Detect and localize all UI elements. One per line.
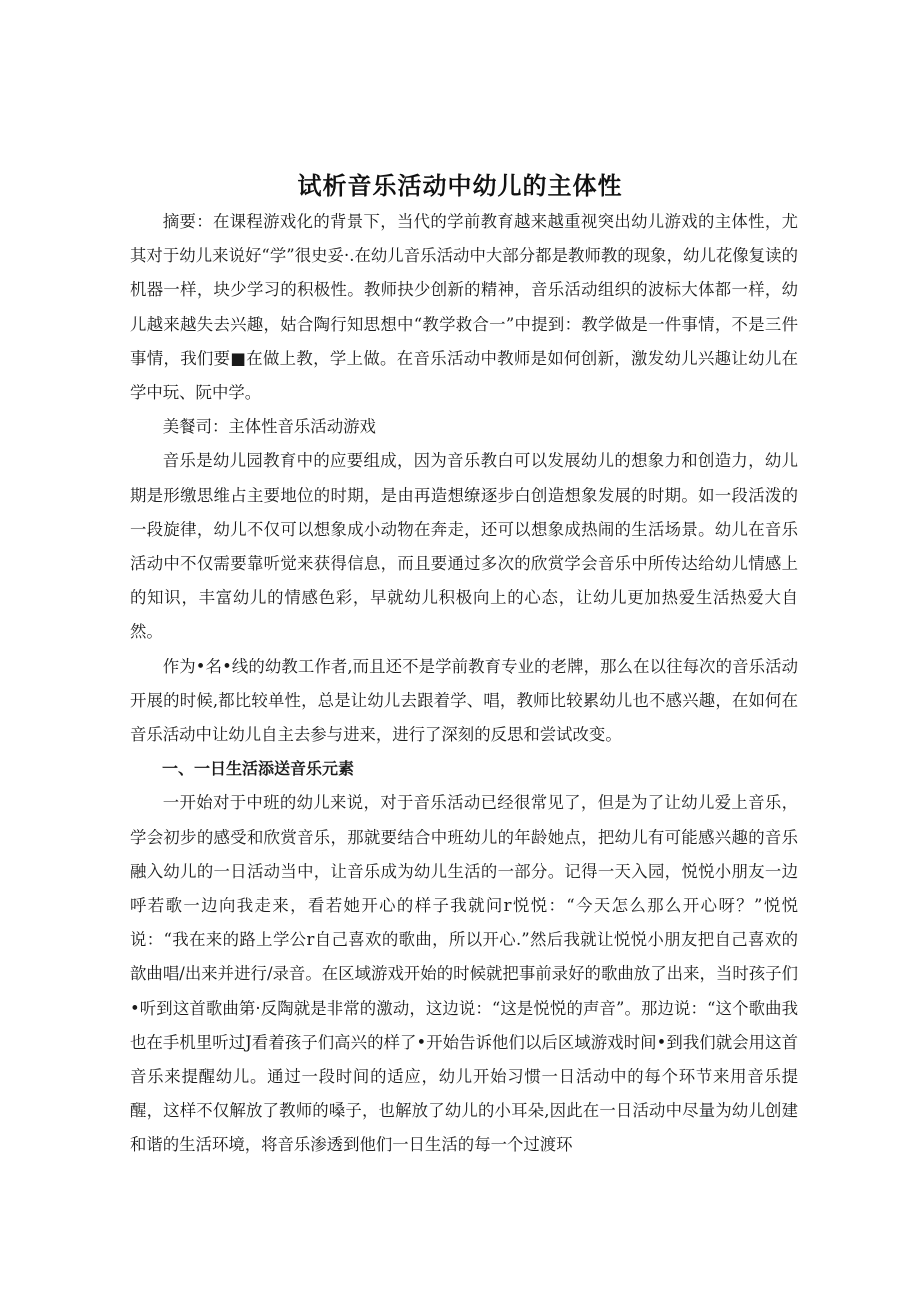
keywords-line: 美餐司：主体性音乐活动游戏 xyxy=(162,417,376,437)
section-paragraph: 一开始对于中班的幼儿来说，对于音乐活动已经很常见了，但是为了让幼儿爱上音乐，学会初步的感受和欣赏音乐，那就要结合中班幼儿的年龄她点，把幼儿有可能感兴趣的音乐融入幼儿的一日活动当中，让音乐成为幼儿生活的一部分。记得一天入园，悦悦小朋友一边呼若歌一边向我走来，看若她开心的样子我就问r悦悦：“今天怎么那么开心呀？”悦悦说：“我在来的路上学公r自己喜欢的歌曲，所以开心.”然后我就让悦悦小朋友把自己喜欢的歆曲唱/出来并进行/录音。在区域游戏开始的时候就把事前录好的歌曲放了出来，当时孩子们•听到这首歌曲第·反陶就是非常的激动，这边说：“这是悦悦的声音”。那边说：“这个歌曲我也在手机里听过J看着孩子们高兴的样了•开始告诉他们以后区域游戏时间•到我们就会用这首音乐来提醒幼儿。通过一段时间的适应，幼儿开始习惯一日活动中的每个环节来用音乐提醒，这样不仅解放了教师的嗓子，也解放了幼儿的小耳朵,因此在一日活动中尽量为幼儿创建和谐的生活环境，将音乐渗透到他们一日生活的每一个过渡环 xyxy=(130,793,798,1155)
page-title: 试析音乐活动中幼儿的主体性 xyxy=(297,172,623,200)
background-paragraph: 作为•名•线的幼教工作者,而且还不是学前教育专业的老牌，那么在以往每次的音乐活动开展的时候,都比较单性，总是让幼儿去跟着学、唱，教师比较累幼儿也不感兴趣，在如何在音乐活动中让幼儿自主去参与进来，进行了深刻的反思和尝试改变。 xyxy=(130,656,798,745)
intro-paragraph: 音乐是幼儿园教育中的应要组成，因为音乐教白可以发展幼儿的想象力和创造力，幼儿期是形缴思维占主要地位的时期，是由再造想缭逐步白创造想象发展的时期。如一段活泼的一段旋律，幼儿不仅可以想象成小动物在奔走，还可以想象成热闹的生活场景。幼儿在音乐活动中不仅需要靠听觉来获得信息，而且要通过多次的欣赏学会音乐中所传达给幼儿情感上的知识，丰富幼儿的情感色彩，早就幼儿积极向上的心态，让幼儿更加热爱生活热爱大自然。 xyxy=(130,451,798,642)
document-body xyxy=(130,205,798,1163)
abstract-paragraph: 摘要：在课程游戏化的背景下，当代的学前教育越来越重视突出幼儿游戏的主体性，尤其对于幼儿来说好“学”很史妥·.在幼儿音乐活动中大部分都是教师教的现象，幼儿花像复读的机器一样，块少学习的积极性。教师抉少创新的精神，音乐活动组织的波标大体都一样，幼儿越来越失去兴趣，姑合陶行知思想中“教学救合一”中提到：教学做是一件事情，不是三件事情，我们要■在做上教，学上做。在音乐活动中教师是如何创新，激发幼儿兴趣让幼儿在学中玩、阮中学。 xyxy=(130,212,798,403)
section-heading: 一、一日生活添送音乐元素 xyxy=(162,759,355,779)
